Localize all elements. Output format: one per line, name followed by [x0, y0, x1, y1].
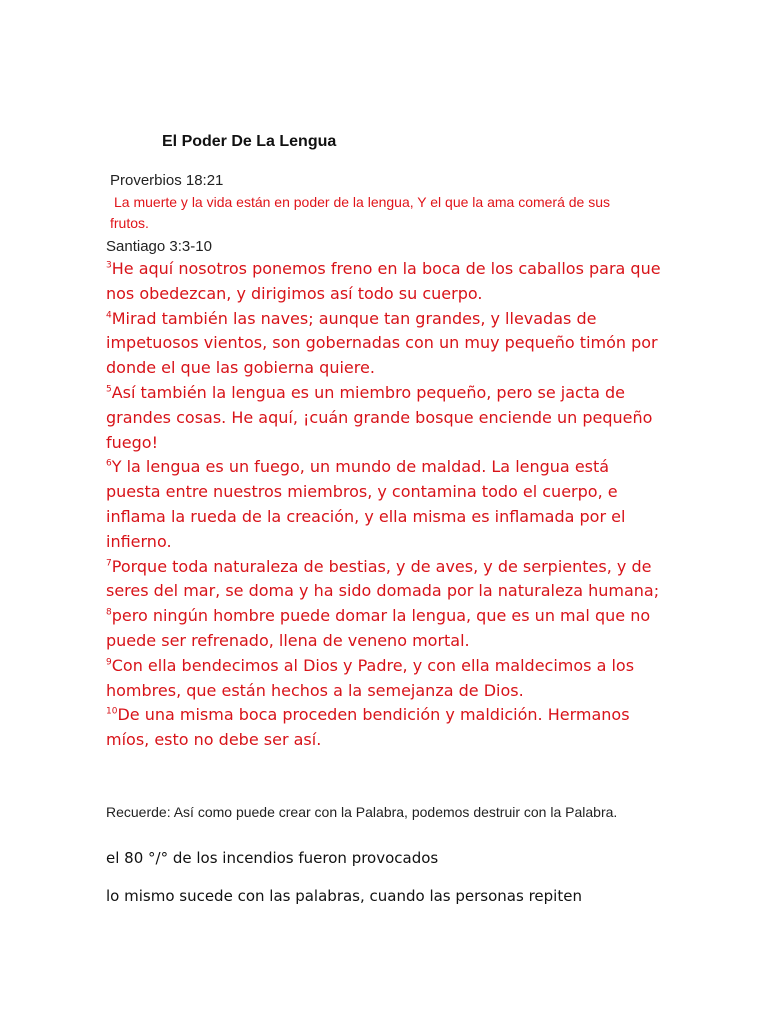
- verse-8: [106, 606, 650, 650]
- verse-number: 5: [106, 384, 112, 395]
- verse-text: Mirad también las naves; aunque tan grandes, y llevadas de impetuosos vientos, son gobernadas con un muy pequeño timón por donde el que las gobierna quiere.: [106, 308, 658, 378]
- page-title: El Poder De La Lengua: [162, 133, 337, 150]
- proverbios-reference: Proverbios 18:21: [110, 172, 224, 189]
- verse-number: 3: [106, 260, 112, 271]
- santiago-reference: Santiago 3:3-10: [106, 238, 212, 255]
- verse-text: Porque toda naturaleza de bestias, y de aves, y de serpientes, y de seres del mar, se doma y ha sido domada por la naturaleza humana;: [106, 556, 660, 601]
- santiago-passage: [106, 257, 666, 753]
- verse-text: Y la lengua es un fuego, un mundo de maldad. La lengua está puesta entre nuestros miembros, y contamina todo el cuerpo, e inflama la rueda de la creación, y ella misma es inflamada por el infierno.: [106, 457, 626, 551]
- palabras-line: lo mismo sucede con las palabras, cuando las personas repiten: [106, 887, 582, 905]
- reminder-note: Recuerde: Así como puede crear con la Palabra, podemos destruir con la Palabra.: [106, 804, 618, 820]
- verse-text: pero ningún hombre puede domar la lengua, que es un mal que no puede ser refrenado, llena de veneno mortal.: [106, 606, 651, 650]
- verse-number: 4: [106, 310, 112, 321]
- incendios-line: el 80 °/° de los incendios fueron provocados: [106, 849, 439, 867]
- verse-10: [106, 705, 630, 749]
- verse-number: 9: [106, 657, 112, 668]
- verse-7: [106, 557, 659, 601]
- verse-text: Así también la lengua es un miembro pequeño, pero se jacta de grandes cosas. He aquí, ¡cuán grande bosque enciende un pequeño fuego!: [106, 382, 653, 452]
- verse-text: De una misma boca proceden bendición y maldición. Hermanos míos, esto no debe ser así.: [106, 705, 630, 750]
- verse-number: 10: [106, 707, 118, 718]
- verse-3: [106, 259, 661, 303]
- verse-4: [106, 309, 658, 378]
- verse-text: Con ella bendecimos al Dios y Padre, y con ella maldecimos a los hombres, que están hechos a la semejanza de Dios.: [106, 655, 635, 700]
- verse-number: 8: [106, 607, 112, 618]
- verse-9: [106, 656, 634, 700]
- verse-number: 7: [106, 558, 112, 569]
- proverbios-verse: La muerte y la vida están en poder de la lengua, Y el que la ama comerá de sus frutos.: [110, 194, 611, 231]
- verse-6: [106, 457, 625, 550]
- verse-number: 6: [106, 459, 112, 470]
- verse-5: [106, 383, 652, 452]
- verse-text: He aquí nosotros ponemos freno en la boca de los caballos para que nos obedezcan, y dirigimos así todo su cuerpo.: [106, 259, 661, 303]
